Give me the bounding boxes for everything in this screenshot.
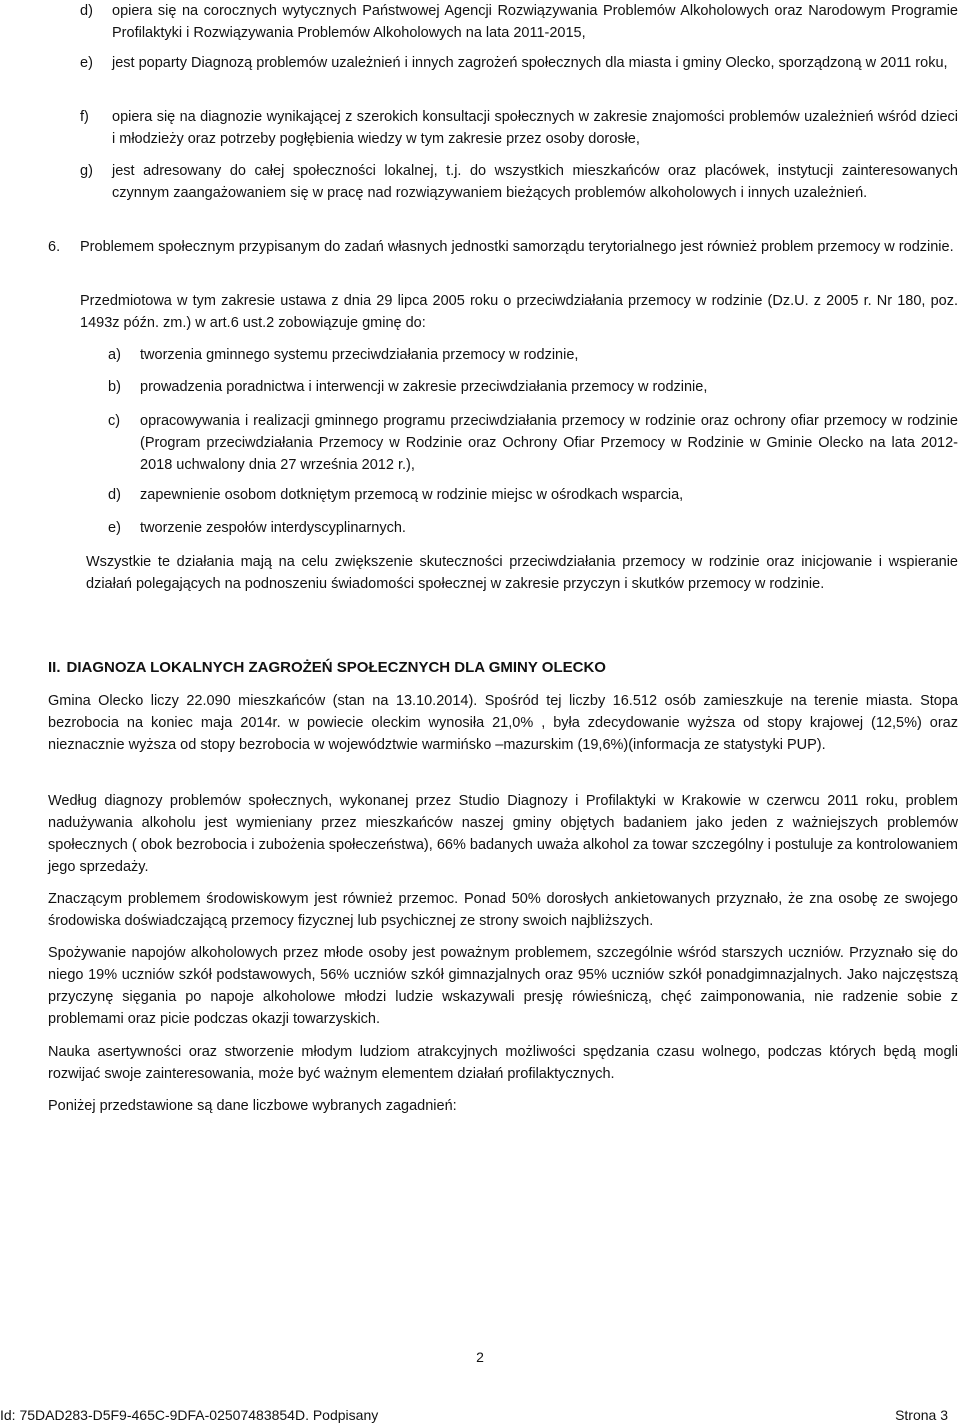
list-item-text: opracowywania i realizacji gminnego programu przeciwdziałania przemocy w rodzinie oraz ochrony ofiar przemocy w rodzinie (Program przeciwdziałania Przemocy w Rodzinie oraz Ochrony Ofiar Przemocy w Rodzinie w Gminie Olecko na lata 2012-2018 uchwalony dnia 27 września 2012 r.), [140, 413, 958, 473]
page-indicator: Strona 3 [895, 1407, 948, 1423]
list-marker: d) [80, 3, 93, 19]
footer [0, 1398, 960, 1424]
section-heading [48, 657, 606, 679]
paragraph-population: Gmina Olecko liczy 22.090 mieszkańców (stan na 13.10.2014). Spośród tej liczby 16.512 osób zamieszkuje na terenie miasta. Stopa bezrobocia na koniec maja 2014r. w powiecie oleckim wynosiła 21,0% , była zdecydowanie wyższa od stopy krajowej (12,5%) oraz nieznacznie wyższa od stopy bezrobocia w województwie warmińsko –mazurskim (19,6%)(informacja ze statystyki PUP). [48, 693, 958, 753]
list-marker: c) [108, 413, 121, 429]
law-paragraph: Przedmiotowa w tym zakresie ustawa z dnia 29 lipca 2005 roku o przeciwdziałania przemocy w rodzinie (Dz.U. z 2005 r. Nr 180, poz. 1493z późn. zm.) w art.6 ust.2 zobowiązuje gminę do: [80, 293, 958, 331]
document-id: Id: 75DAD283-D5F9-465C-9DFA-02507483854D. Podpisany [0, 1407, 379, 1423]
point-text: Problemem społecznym przypisanym do zadań własnych jednostki samorządu terytorialnego jest również problem przemocy w rodzinie. [80, 239, 954, 255]
paragraph-assertiveness: Nauka asertywności oraz stworzenie młodym ludziom atrakcyjnych możliwości spędzania czasu wolnego, podczas których będą mogli rozwijać swoje zainteresowania, może być ważnym elementem działań profilaktycznych. [48, 1044, 958, 1082]
list-marker: b) [108, 379, 121, 395]
point-marker: 6. [48, 239, 61, 255]
list-item-text: tworzenie zespołów interdyscyplinarnych. [140, 520, 406, 536]
list-item-text: jest poparty Diagnozą problemów uzależnień i innych zagrożeń społecznych dla miasta i gminy Olecko, sporządzoną w 2011 roku, [112, 55, 948, 71]
section-title: DIAGNOZA LOKALNYCH ZAGROŻEŃ SPOŁECZNYCH DLA GMINY OLECKO [66, 659, 606, 676]
page-number: 2 [476, 1349, 484, 1365]
list-marker: e) [108, 520, 121, 536]
list-item-text: opiera się na corocznych wytycznych Państwowej Agencji Rozwiązywania Problemów Alkoholowych oraz Narodowym Programie Profilaktyki i Rozwiązywania Problemów Alkoholowych na lata 2011-2015, [112, 3, 958, 41]
list-item-text: prowadzenia poradnictwa i interwencji w zakresie przeciwdziałania przemocy w rodzinie, [140, 379, 708, 395]
paragraph-violence: Znaczącym problemem środowiskowym jest również przemoc. Ponad 50% dorosłych ankietowanych przyznało, że zna osobę ze swojego środowiska doświadczającą przemocy fizycznej lub psychicznej ze strony swoich najbliższych. [48, 891, 958, 929]
list-item-text: opiera się na diagnozie wynikającej z szerokich konsultacji społecznych w zakresie znajomości problemów uzależnień wśród dzieci i młodzieży oraz potrzeby pogłębienia wiedzy w tym zakresie przez osoby dorosłe, [112, 109, 958, 147]
list-marker: g) [80, 163, 93, 179]
list-item-text: jest adresowany do całej społeczności lokalnej, t.j. do wszystkich mieszkańców oraz placówek, instytucji zainteresowanych czynnym zaangażowaniem się w pracę nad rozwiązywaniem bieżących problemów alkoholowych i innych uzależnień. [112, 163, 958, 201]
summary-paragraph: Wszystkie te działania mają na celu zwiększenie skuteczności przeciwdziałania przemocy w rodzinie oraz inicjowanie i wspieranie działań polegających na podnoszeniu świadomości społecznej w zakresie przyczyn i skutków przemocy w rodzinie. [86, 554, 958, 592]
list-marker: e) [80, 55, 93, 71]
list-marker: a) [108, 347, 121, 363]
section-number: II. [48, 659, 61, 676]
list-marker: f) [80, 109, 89, 125]
paragraph-youth-alcohol: Spożywanie napojów alkoholowych przez młode osoby jest poważnym problemem, szczególnie wśród starszych uczniów. Przyznało się do niego 19% uczniów szkół podstawowych, 56% uczniów szkół gimnazjalnych oraz 95% uczniów szkół ponadgimnazjalnych. Jako najczęstszą przyczynę sięgania po napoje alkoholowe młodzi ludzie wskazywali presję rówieśniczą, chęć zaimponowania, nie radzenie sobie z problemami oraz picie podczas okazji towarzyskich. [48, 945, 958, 1027]
list-item-text: tworzenia gminnego systemu przeciwdziałania przemocy w rodzinie, [140, 347, 579, 363]
list-marker: d) [108, 487, 121, 503]
paragraph-data-intro: Poniżej przedstawione są dane liczbowe wybranych zagadnień: [48, 1098, 457, 1114]
list-item-text: zapewnienie osobom dotkniętym przemocą w rodzinie miejsc w ośrodkach wsparcia, [140, 487, 684, 503]
paragraph-diagnosis: Według diagnozy problemów społecznych, wykonanej przez Studio Diagnozy i Profilaktyki w Krakowie w czerwcu 2011 roku, problem nadużywania alkoholu jest wymieniany przez mieszkańców naszej gminy objętych badaniem jako jeden z ważniejszych problemów społecznych ( obok bezrobocia i zubożenia społeczeństwa), 66% badanych uważa alkohol za towar szczególny i postuluje za kontrolowaniem jego sprzedaży. [48, 793, 958, 875]
